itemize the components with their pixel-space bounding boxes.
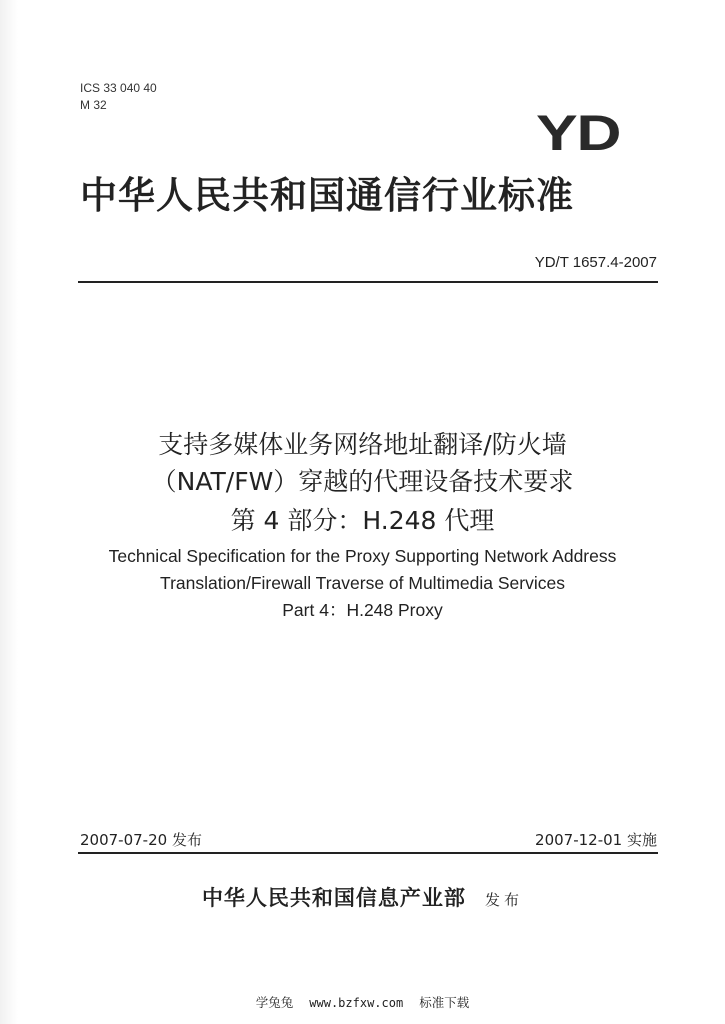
- title-en-line-2: Translation/Firewall Traverse of Multimedia Services: [160, 573, 565, 593]
- page-footer: [0, 993, 725, 1011]
- effective-date: 2007-12-01 实施: [535, 831, 657, 849]
- publisher-org: 中华人民共和国信息产业部: [201, 885, 466, 910]
- publisher-line: [0, 884, 725, 914]
- header-divider: [78, 281, 658, 283]
- footer-site-name: 学兔兔: [255, 995, 294, 1010]
- title-en-line-1: Technical Specification for the Proxy Supporting Network Address: [108, 546, 617, 566]
- yd-logo: YD: [536, 105, 621, 161]
- publisher-action: 发布: [485, 891, 524, 909]
- category-code: M 32: [80, 98, 107, 112]
- title-cn-line-2: （NAT/FW）穿越的代理设备技术要求: [151, 467, 574, 496]
- ics-code: ICS 33 040 40: [80, 81, 157, 95]
- title-en-line-3: Part 4：H.248 Proxy: [282, 600, 443, 620]
- footer-tagline: 标准下载: [419, 995, 470, 1010]
- footer-divider: [78, 852, 658, 854]
- standard-title: 中华人民共和国通信行业标准: [80, 174, 574, 217]
- footer-url-link[interactable]: www.bzfxw.com: [309, 996, 404, 1010]
- classification-codes: [80, 80, 157, 114]
- standard-number: YD/T 1657.4-2007: [534, 254, 657, 271]
- title-cn-line-3: 第 4 部分：H.248 代理: [230, 506, 495, 535]
- publish-date: 2007-07-20 发布: [80, 831, 202, 849]
- title-cn-line-1: 支持多媒体业务网络地址翻译/防火墙: [158, 430, 567, 459]
